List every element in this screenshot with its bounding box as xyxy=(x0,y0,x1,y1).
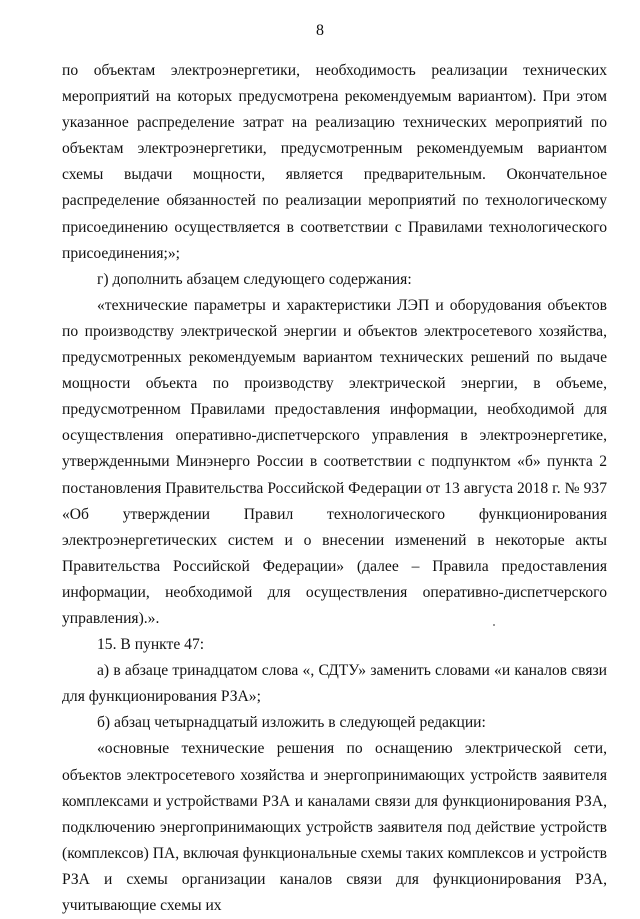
paragraph-item-15: 15. В пункте 47: xyxy=(97,636,205,654)
scan-speck xyxy=(493,624,495,626)
page-number: 8 xyxy=(316,22,324,39)
document-body xyxy=(62,58,607,919)
paragraph-quoted-technical-parameters: «технические параметры и характеристики ЛЭП и оборудования объектов по производству электрической энергии и объектов электросетевого хозяйства, предусмотренных рекомендуемым вариантом технических решений по выдаче мощности объекта по производству электрической энергии, в объеме, предусмотренном Правилами предоставления информации, необходимой для осуществления оперативно-диспетчерского управления в электроэнергетике, утвержденными Минэнерго России в соответствии с подпунктом «б» пункта 2 постановления Правительства Российской Федерации от 13 августа 2018 г. № 937 «Об утверждении Правил технологического функционирования электроэнергетических систем и о внесении изменений в некоторые акты Правительства Российской Федерации» (далее – Правила предоставления информации, необходимой для осуществления оперативно-диспетчерского управления).». xyxy=(62,296,607,627)
paragraph-amendment-g: г) дополнить абзацем следующего содержания: xyxy=(97,270,412,288)
paragraph-amendment-b: б) абзац четырнадцатый изложить в следующей редакции: xyxy=(97,714,486,732)
paragraph-quoted-technical-solutions: «основные технические решения по оснащению электрической сети, объектов электросетевого хозяйства и энергопринимающих устройств заявителя комплексами и устройствами РЗА и каналами связи для функционирования РЗА, подключению энергопринимающих устройств заявителя под действие устройств (комплексов) ПА, включая функциональные схемы таких комплексов и устройств РЗА и схемы организации каналов связи для функционирования РЗА, учитывающие схемы их xyxy=(62,740,607,914)
paragraph-amendment-a: а) в абзаце тринадцатом слова «, СДТУ» заменить словами «и каналов связи для функционирования РЗА»; xyxy=(62,662,607,706)
paragraph-continuation: по объектам электроэнергетики, необходимость реализации технических мероприятий на которых предусмотрена рекомендуемым вариантом). При этом указанное распределение затрат на реализацию технических мероприятий по объектам электроэнергетики, предусмотренным рекомендуемым вариантом схемы выдачи мощности, является предварительным. Окончательное распределение обязанностей по реализации мероприятий по технологическому присоединению осуществляется в соответствии с Правилами технологического присоединения;»; xyxy=(62,62,607,262)
